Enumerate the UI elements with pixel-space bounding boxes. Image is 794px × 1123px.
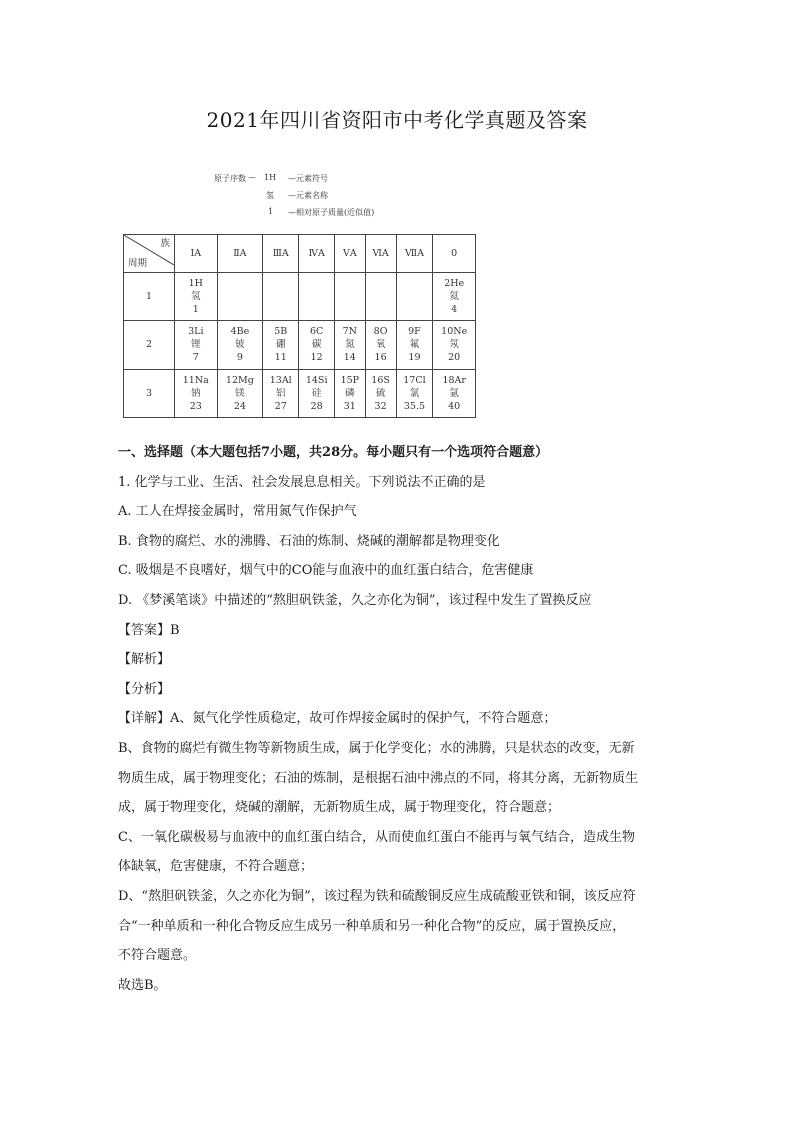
detail-b-line2: 物质生成，属于物理变化；石油的炼制，是根据石油中沸点的不同，将其分离，无新物质生 [118, 770, 639, 786]
element-symbol: 16S [371, 374, 390, 386]
legend-symbol-example: 1H [264, 173, 277, 182]
element-name: 镁 [235, 387, 245, 399]
conclusion: 故选B。 [118, 977, 167, 993]
analysis-label: 【解析】 [118, 652, 171, 668]
legend-mass-example: 1 [268, 207, 274, 216]
element-name: 磷 [345, 387, 355, 399]
element-symbol: 3Li [188, 326, 204, 338]
element-name: 氦 [449, 290, 459, 302]
element-mass: 27 [274, 400, 287, 412]
detail-a: 【详解】A、氮气化学性质稳定，故可作焊接金属时的保护气，不符合题意； [118, 711, 557, 727]
element-cell [217, 272, 263, 320]
element-cell [433, 321, 476, 369]
element-cell [396, 369, 433, 418]
element-symbol: 14Si [305, 374, 328, 386]
table-row [124, 321, 476, 369]
element-cell [334, 369, 365, 418]
option-a: A. 工人在焊接金属时，常用氮气作保护气 [118, 504, 357, 520]
detail-d-line1: D、“熬胆矾铁釜，久之亦化为铜”，该过程为铁和硫酸铜反应生成硫酸亚铁和铜，该反应符 [118, 888, 636, 904]
element-cell [263, 321, 299, 369]
period-cell: 3 [124, 369, 175, 418]
legend-symbol-label: 元素符号 [296, 174, 328, 183]
group-header: ⅦA [396, 235, 433, 273]
legend-name-label: 元素名称 [296, 191, 328, 200]
section-heading: 一、选择题（本大题包括7小题，共28分。每小题只有一个选项符合题意） [118, 445, 549, 460]
element-mass: 14 [343, 352, 356, 364]
group-header: ⅤA [334, 235, 365, 273]
element-name: 钠 [191, 387, 201, 399]
element-name: 氧 [375, 339, 386, 351]
element-name: 氮 [345, 339, 355, 351]
element-cell [175, 272, 218, 320]
detail-d-line3: 不符合题意。 [118, 948, 197, 964]
group-header: ⅡA [217, 235, 263, 273]
element-cell [299, 369, 335, 418]
element-mass: 7 [192, 352, 199, 364]
element-cell [365, 272, 396, 320]
group-header: 0 [433, 235, 476, 273]
element-mass: 1 [192, 303, 199, 315]
element-mass: 24 [233, 400, 246, 412]
element-cell [175, 369, 218, 418]
element-symbol: 5B [274, 326, 288, 338]
element-name: 铝 [275, 387, 286, 399]
period-cell: 2 [124, 321, 175, 369]
element-name: 铍 [235, 339, 245, 351]
element-cell [396, 321, 433, 369]
element-symbol: 15P [340, 374, 360, 386]
table-corner-cell [124, 235, 175, 273]
element-cell [365, 369, 396, 418]
element-name: 硫 [375, 387, 386, 399]
group-header: ⅠA [175, 235, 218, 273]
question-content [118, 438, 688, 1000]
legend-atomic-number-label: 原子序数 [214, 174, 246, 183]
table-row [124, 272, 476, 320]
element-symbol: 17Cl [403, 374, 426, 386]
element-symbol: 1H [188, 277, 203, 289]
element-mass: 40 [448, 400, 461, 412]
element-name: 硅 [311, 387, 322, 399]
corner-period-label: 周期 [128, 257, 148, 269]
element-mass: 4 [451, 303, 458, 315]
element-symbol: 13Al [269, 374, 292, 386]
element-mass: 28 [310, 400, 323, 412]
element-symbol: 6C [310, 326, 324, 338]
element-symbol: 4Be [230, 326, 250, 338]
element-name: 氢 [191, 290, 201, 302]
element-name: 氟 [409, 339, 420, 351]
period-cell: 1 [124, 272, 175, 320]
table-row [124, 369, 476, 418]
element-name: 氩 [449, 387, 459, 399]
element-cell [263, 369, 299, 418]
detail-c-line2: 体缺氧，危害健康，不符合题意； [118, 859, 314, 875]
element-mass: 11 [274, 352, 287, 364]
element-cell [334, 272, 365, 320]
option-c: C. 吸烟是不良嗜好，烟气中的CO能与血液中的血红蛋白结合，危害健康 [118, 563, 534, 579]
element-cell [217, 369, 263, 418]
group-header: ⅣA [299, 235, 335, 273]
element-cell [299, 272, 335, 320]
element-cell [175, 321, 218, 369]
element-name: 氯 [409, 387, 420, 399]
element-mass: 31 [343, 400, 356, 412]
element-cell [396, 272, 433, 320]
element-mass: 9 [236, 352, 243, 364]
periodic-table [123, 234, 476, 418]
option-d: D. 《梦溪笔谈》中描述的“熬胆矾铁釜，久之亦化为铜”，该过程中发生了置换反应 [118, 592, 592, 608]
detail-d-line2: 合“一种单质和一种化合物反应生成另一种单质和另一种化合物”的反应，属于置换反应， [118, 918, 626, 934]
legend-mass-label: 相对原子质量(近似值) [296, 208, 375, 217]
legend-name-example: 氢 [266, 191, 274, 200]
element-symbol: 8O [373, 326, 388, 338]
corner-group-label: 族 [160, 238, 170, 249]
element-symbol: 10Ne [441, 326, 468, 338]
detail-b-line3: 成，属于物理变化，烧碱的潮解，无新物质生成，属于物理变化，符合题意； [118, 800, 561, 816]
group-header: ⅥA [365, 235, 396, 273]
group-header: ⅢA [263, 235, 299, 273]
element-symbol: 7N [342, 326, 357, 338]
detail-c-line1: C、一氧化碳极易与血液中的血红蛋白结合，从而使血红蛋白不能再与氧气结合，造成生物 [118, 829, 635, 845]
element-mass: 23 [189, 400, 202, 412]
element-mass: 12 [310, 352, 323, 364]
element-mass: 20 [448, 352, 461, 364]
element-symbol: 11Na [182, 374, 209, 386]
element-name: 氖 [449, 339, 459, 351]
fenxi-label: 【分析】 [118, 681, 171, 697]
element-name: 锂 [191, 339, 201, 351]
page-title: 2021年四川省资阳市中考化学真题及答案 [206, 108, 588, 132]
question-stem: 1. 化学与工业、生活、社会发展息息相关。下列说法不正确的是 [118, 474, 486, 490]
answer-label: 【答案】B [118, 622, 180, 638]
element-cell [299, 321, 335, 369]
element-symbol: 18Ar [442, 374, 466, 386]
table-header-row [124, 235, 476, 273]
element-mass: 16 [374, 352, 387, 364]
element-mass: 32 [374, 400, 387, 412]
element-symbol: 9F [408, 326, 421, 338]
element-cell [263, 272, 299, 320]
element-cell [217, 321, 263, 369]
detail-b-line1: B、食物的腐烂有微生物等新物质生成，属于化学变化；水的沸腾，只是状态的改变，无新 [118, 740, 635, 756]
element-mass: 35.5 [403, 400, 426, 412]
element-symbol: 2He [444, 277, 465, 289]
element-name: 硼 [275, 339, 286, 351]
element-mass: 19 [408, 352, 421, 364]
element-name: 碳 [311, 339, 322, 351]
element-symbol: 12Mg [225, 374, 254, 386]
element-cell [433, 369, 476, 418]
element-cell [334, 321, 365, 369]
element-cell [433, 272, 476, 320]
element-cell [365, 321, 396, 369]
option-b: B. 食物的腐烂、水的沸腾、石油的炼制、烧碱的潮解都是物理变化 [118, 533, 500, 549]
